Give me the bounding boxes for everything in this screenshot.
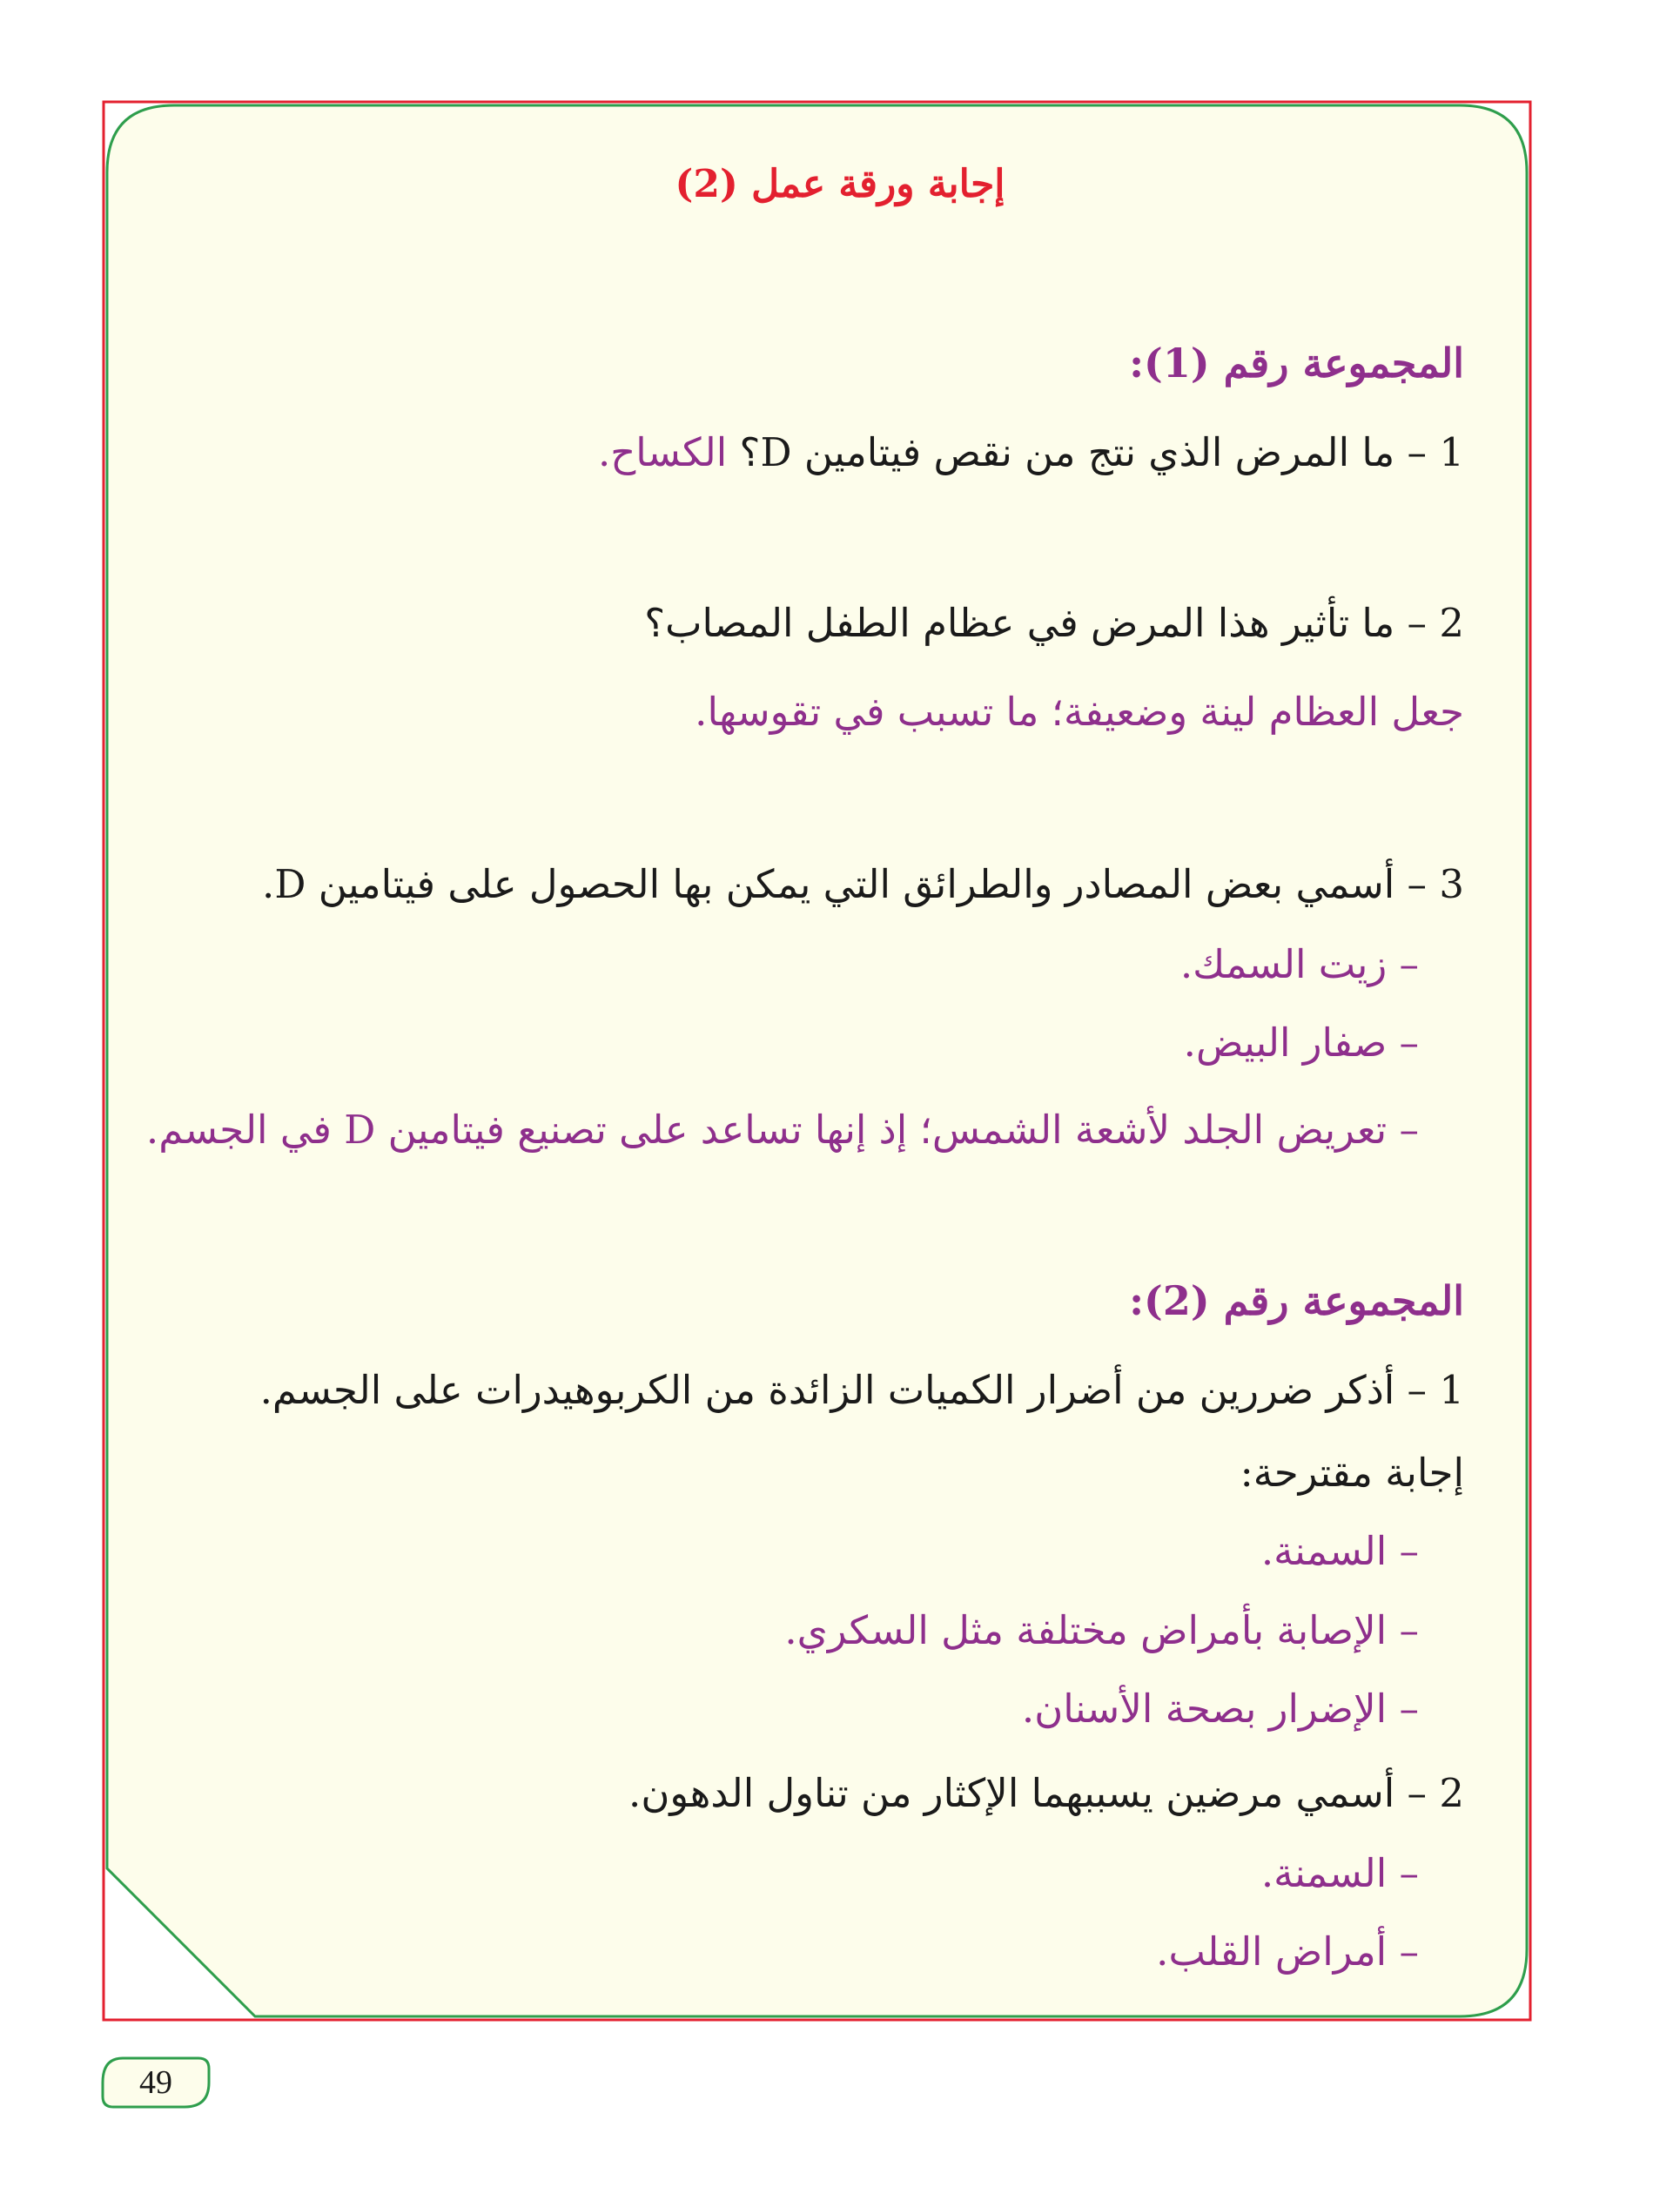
group1-q3-answer-1: – زيت السمك. xyxy=(1179,941,1419,987)
group1-q1-text: 1 – ما المرض الذي نتج من نقص فيتامين D؟ xyxy=(739,429,1464,475)
group2-heading: المجموعة رقم (2): xyxy=(1129,1277,1464,1324)
group2-q1-label: إجابة مقترحة: xyxy=(1240,1450,1464,1496)
group2-q1-answer-2: – الإصابة بأمراض مختلفة مثل السكري. xyxy=(784,1607,1419,1653)
group2-q2-answer-2: – أمراض القلب. xyxy=(1156,1928,1419,1975)
group1-q3-answer-2: – صفار البيض. xyxy=(1183,1020,1419,1066)
group1-q2-answer: جعل العظام لينة وضعيفة؛ ما تسبب في تقوسها. xyxy=(695,689,1464,735)
page-number: 49 xyxy=(139,2064,172,2101)
group2-q2-answer-1: – السمنة. xyxy=(1260,1850,1419,1896)
group1-q1-answer: الكساح. xyxy=(597,429,728,475)
group2-q1-text: 1 – أذكر ضررين من أضرار الكميات الزائدة من الكربوهيدرات على الجسم. xyxy=(259,1367,1464,1413)
group2-q1-answer-3: – الإضرار بصحة الأسنان. xyxy=(1021,1686,1419,1732)
group2-q1-answer-1: – السمنة. xyxy=(1260,1528,1419,1574)
group1-q3-answer-3: – تعريض الجلد لأشعة الشمس؛ إذ إنها تساعد على تصنيع فيتامين D في الجسم. xyxy=(145,1107,1419,1153)
group2-q2-text: 2 – أسمي مرضين يسببهما الإكثار من تناول الدهون. xyxy=(628,1770,1464,1816)
group1-q3-text: 3 – أسمي بعض المصادر والطرائق التي يمكن بها الحصول على فيتامين D. xyxy=(262,861,1464,907)
group1-q1 xyxy=(598,427,1464,479)
group1-q2-text: 2 – ما تأثير هذا المرض في عظام الطفل المصاب؟ xyxy=(644,600,1464,646)
page-title: إجابة ورقة عمل (2) xyxy=(675,162,1005,206)
group1-heading: المجموعة رقم (1): xyxy=(1129,340,1464,387)
